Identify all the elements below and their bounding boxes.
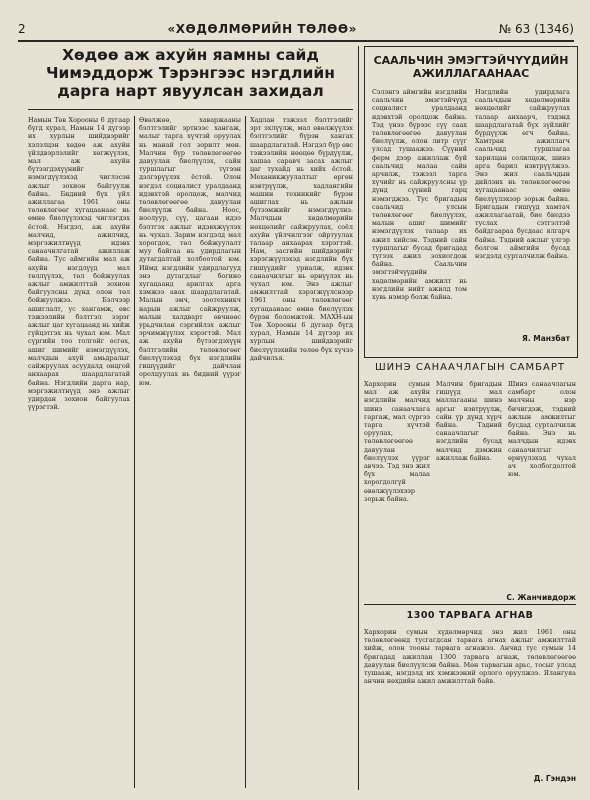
sub-article-column-2: Малчин бригадын гишүүд мал маллагааны шинэ аргыг нэвтрүүлж, сайн үр дүнд хүрч байна. Тэдний санаачлагыг нэгдлийн бусад малчид дэмжин ажиллаж байна. bbox=[436, 380, 502, 462]
newspaper-title: «ХӨДӨЛМӨРИЙН ТӨЛӨӨ» bbox=[167, 22, 357, 36]
bottom-article-headline: 1300 ТАРВАГА АГНАВ bbox=[406, 610, 534, 621]
issue-number: № 63 (1346) bbox=[498, 22, 574, 36]
boxed-article-signature: Я. Манзбат bbox=[522, 334, 570, 343]
main-article-column-3: Хадлан тэжээл бэлтгэлийг эрт эхлүүлж, мал өвөлжүүлэх бэлтгэлийг бүрэн хангах шаардлагатай. Нэгдэл бүр өвс тэжээлийн нөөцөө бүрдүүлж, хашаа саравч засах ажлыг цаг тухайд нь хийх ёстой. Механикжуулалтыг өргөн нэвтрүүлж, хадлангийн машин техникийг бүрэн ашиглах нь ажлын бүтээмжийг нэмэгдүүлнэ. Малчдын хөдөлмөрийн нөхцөлийг сайжруулах, соёл ахуйн үйлчилгээг ойртуулах талаар анхаарах хэрэгтэй. Нам, засгийн шийдвэрийг хэрэгжүүлэхэд нэгдлийн бүх гишүүдийг уриалж, идэвх санаачилгыг нь өрнүүлэх нь чухал юм. Энэ ажлыг амжилттай хэрэгжүүлснээр 1961 оны төлөвлөгөөг хугацаанаас өмнө биелүүлэх бүрэн боломжтой. МАХН-ын Төв Хорооны 6 дугаар бүгд хурал, Намын 14 дүгээр их хурлын шийдвэрийг биелүүлэхийн төлөө бүх хүчээ дайчилъя. bbox=[250, 116, 353, 362]
boxed-article-column-2: Нэгдлийн удирдлага саальчдын хөдөлмөрийн нөхцөлийг сайжруулах талаар анхаарч, тэдэнд шаардлагатай бүх зүйлийг бүрдүүлж өгч байна. Хамтран ажиллагч саальчид туршлагаа харилцан солилцож, шинэ арга барил нэвтрүүлжээ. Энэ жил саальчдын дийлэнх нь төлөвлөгөөгөө хугацаанаас өмнө биелүүлэхээр зорьж байна. Бригадын гишүүд хамтач ажиллагаатай, бие биедээ туслах сэтгэлтэй байдгаараа бусдаас ялгарч байна. Тэдний ажлыг үлгэр болгон аймгийн бусад нэгдэлд сурталчилж байна. bbox=[475, 88, 570, 261]
main-article-column-2: Өвөлжөө, хаваржааны бэлтгэлийг эртнээс хангаж, малыг тарга хүчтэй оруулах нь манай гол зорилт мөн. Малчин бүр төлөвлөгөөгөө давуулан биелүүлэх, сайн туршлагыг түгээн дэлгэрүүлэх ёстой. Олон нэгдэл социалист уралдаанд идэвхтэй оролцож, малчид төлөвлөгөөгөө давуулан биелүүлж байна. Ноос, ноолуур, сүү, цагаан идээ бэлтгэх ажлыг идэвхжүүлэх нь чухал. Зарим нэгдэлд мал хорогдох, төл бойжуулалт муу байгаа нь удирдлагын дутагдалтай холбоотой юм. Иймд нэгдлийн удирдлагууд энэ дутагдлыг богино хугацаанд арилгах арга хэмжээ авах шаардлагатай. Малын эмч, зоотехникч нарын ажлыг сайжруулж, малын халдварт өвчнөөс урьдчилан сэргийлэх ажлыг эрчимжүүлэх хэрэгтэй. Мал аж ахуйн бүтээгдэхүүн бэлтгэлийн төлөвлөгөөг биелүүлэхэд бүх нэгдлийн гишүүдийг дайчлан оролцуулах нь бидний үүрэг юм. bbox=[139, 116, 241, 387]
sub-article-column-3: Шинэ санаачлагын самбарт олон малчны нэр бичигдэж, тэдний ажлын амжилтыг бусдад сурталчилж байна. Энэ нь малчдын идэвх санаачилгыг өрнүүлэхэд чухал ач холбогдолтой юм. bbox=[508, 380, 576, 479]
sub-article-headline: ШИНЭ САНААЧЛАГЫН САМБАРТ bbox=[374, 362, 565, 373]
sub-article-column-1: Хархорин сумын мал аж ахуйн нэгдлийн малчид шинэ санаачлага гаргаж, мал сүргээ тарга хүчтэй оруулах, төлөвлөгөөгөө давуулан биелүүлэх үүрэг авчээ. Тэд энэ жил бүх малаа хорогдолгүй өвөлжүүлэхээр зорьж байна. bbox=[364, 380, 430, 503]
boxed-article-headline: СААЛЬЧИН ЭМЭГТЭЙЧҮҮДИЙН АЖИЛЛАГААНААС bbox=[373, 54, 569, 80]
main-headline: Хөдөө аж ахуйн яамны сайд Чимэддорж Тэрэнгээс нэгдлийн дарга нарт явуулсан захидал bbox=[46, 46, 335, 100]
page-header bbox=[18, 18, 574, 42]
column-divider bbox=[134, 116, 135, 788]
page-number: 2 bbox=[18, 22, 26, 36]
headline-divider bbox=[28, 109, 353, 110]
article-divider bbox=[364, 604, 576, 605]
column-divider bbox=[245, 116, 246, 788]
bottom-article-body: Хархорин сумын хүдөлмөрчид энэ жил 1961 оны төлөвлөгөөнд тусгагдсан тарвага агнах ажлыг амжилттай хийж, олон тооны тарвага агнажээ. Анчид тус сумын 14 бригадад ажиллан 1300 тарвага агнаж, төлөвлөгөөгөө давуулан биелүүлсэн байна. Мөн тарвагын арьс, тосыг улсад тушааж, нэгдэлд их хэмжээний орлого оруулжээ. Ялангуяа анчин нөхдийн ажил амжилттай байв. bbox=[364, 628, 576, 686]
boxed-article-column-1: Сэлэнгэ аймгийн нэгдлийн саальчин эмэгтэйчүүд социалист уралдаанд идэвхтэй оролцож байна. Тэд үнээ бүрээс сүү саах төлөвлөгөөгөө давуулан биелүүлж, олон литр сүүг улсад тушаажээ. Сүүний ферм дээр ажиллаж буй саальчид малаа сайн арчилж, тэжээл тарга хүчийг нь сайжруулсны үр дүнд сүүний гарц нэмэгджээ. Тус бригадын саальчид улсын төлөвлөгөөг биелүүлэх, малын ашиг шимийг нэмэгдүүлэх талаар их ажил хийсэн. Тэдний сайн туршлагыг бусад бригадад түгээх ажил зохиогдож байна. Саальчин эмэгтэйчүүдийн хөдөлмөрийн амжилт нь нэгдлийн нийт ажилд том хувь нэмэр болж байна. bbox=[372, 88, 467, 302]
section-divider bbox=[358, 46, 359, 790]
main-article-column-1: Намын Төв Хорооны 6 дугаар бүгд хурал, Намын 14 дүгээр их хурлын шийдвэрийг хэлэлцэн хөдөө аж ахуйн үйлдвэрлэлийг хөгжүүлэх, мал аж ахуйн бүтээгдэхүүнийг нэмэгдүүлэхэд чиглэсэн ажлыг зохион байгуулж байна. Бидний бүх үйл ажиллагаа 1961 оны төлөвлөгөөг хугацаанаас нь өмнө биелүүлэхэд чиглэгдэх ёстой. Нэгдэл, аж ахуйн малчид, ажилчид, мэргэжилтнүүд идэвх санаачилгатай ажиллаж байна. Тус аймгийн мал аж ахуйн нэгдлүүд мал төллүүлэх, төл бойжуулах ажлыг амжилттай зохион байгуулсны дүнд олон төл бойжуулжээ. Бэлчээр ашиглалт, ус хангамж, өвс тэжээлийн бэлтгэл зэрэг ажлыг цаг хугацаанд нь хийж гүйцэтгэх нь чухал юм. Мал сүргийн тоо толгойг өсгөх, ашиг шимийг нэмэгдүүлэх, малчдын ахуй амьдралыг сайжруулах асуудалд онцгой анхаарах шаардлагатай байна. Нэгдлийн дарга нар, мэргэжилтнүүд энэ ажлыг удирдан зохион байгуулах үүрэгтэй. bbox=[28, 116, 130, 412]
sub-article-signature: С. Жанчивдорж bbox=[506, 593, 576, 602]
bottom-article-signature: Д. Гэндэн bbox=[533, 774, 576, 783]
